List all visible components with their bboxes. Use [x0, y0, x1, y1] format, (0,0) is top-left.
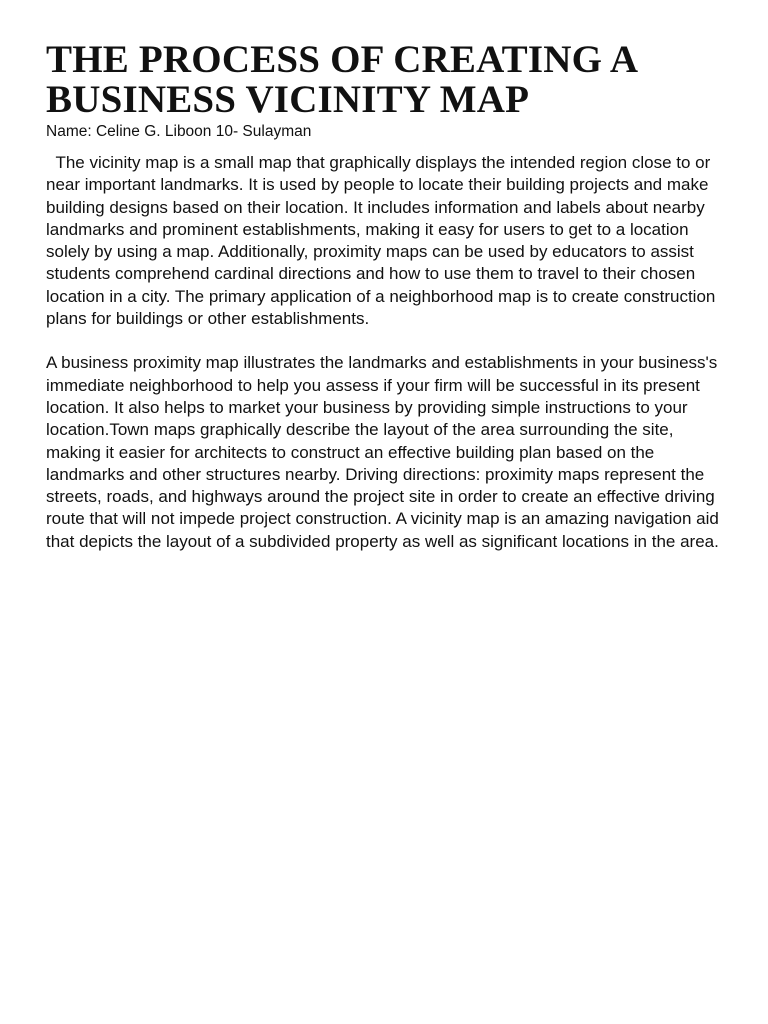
paragraph-1: The vicinity map is a small map that graphically displays the intended region close to or near important landmarks. It is used by people to locate their building projects and make building designs based on their location. It includes information and labels about nearby landmarks and prominent establishments, making it easy for users to get to a location solely by using a map. Additionally, proximity maps can be used by educators to assist students comprehend cardinal directions and how to use them to travel to their chosen location in a city. The primary application of a neighborhood map is to create construction plans for buildings or other establishments.	[46, 153, 721, 329]
title-line-1: THE PROCESS OF CREATING A	[46, 38, 639, 81]
author-line: Name: Celine G. Liboon 10- Sulayman	[46, 123, 312, 140]
document-page	[46, 40, 726, 553]
title-line-2: BUSINESS VICINITY MAP	[46, 78, 530, 121]
document-title	[46, 40, 726, 120]
paragraph-2: A business proximity map illustrates the landmarks and establishments in your business's immediate neighborhood to help you assess if your firm will be successful in its present location. It also helps to market your business by providing simple instructions to your location.Town maps graphically describe the layout of the area surrounding the site, making it easier for architects to construct an effective building plan based on the landmarks and other structures nearby. Driving directions: proximity maps represent the streets, roads, and highways around the project site in order to create an effective driving route that will not impede project construction. A vicinity map is an amazing navigation aid that depicts the layout of a subdivided property as well as significant locations in the area.	[46, 353, 724, 551]
